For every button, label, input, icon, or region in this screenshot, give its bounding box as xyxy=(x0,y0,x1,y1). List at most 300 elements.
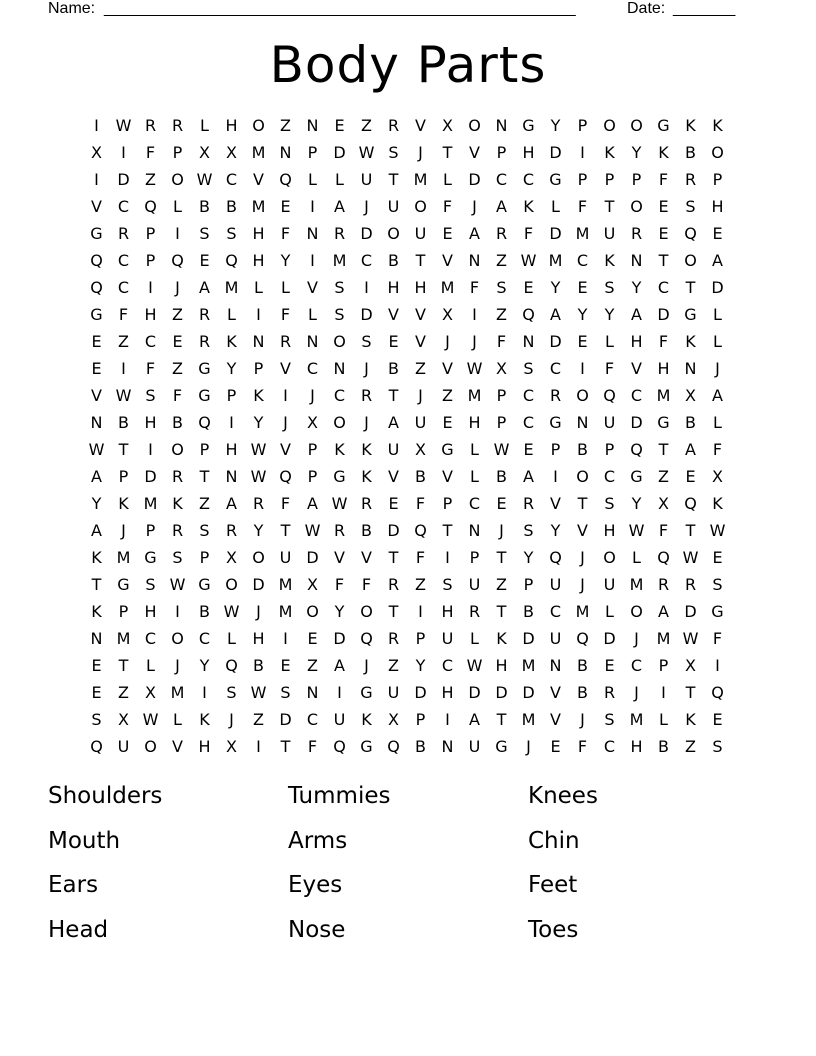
grid-letter: E xyxy=(199,251,210,270)
grid-letter: P xyxy=(199,440,210,459)
grid-letter: C xyxy=(549,602,562,621)
grid-letter: M xyxy=(548,251,563,270)
grid-letter: C xyxy=(198,629,211,648)
word-bank-item: Eyes xyxy=(288,872,343,898)
grid-letter: N xyxy=(90,629,103,648)
grid-letter: T xyxy=(496,548,507,567)
grid-letter: Y xyxy=(550,278,561,297)
grid-letter: H xyxy=(657,359,670,378)
grid-letter: A xyxy=(712,251,723,270)
grid-letter: T xyxy=(118,656,129,675)
grid-letter: V xyxy=(388,305,399,324)
grid-letter: C xyxy=(657,278,670,297)
grid-letter: O xyxy=(333,332,346,351)
grid-letter: Q xyxy=(360,629,373,648)
grid-letter: Q xyxy=(279,467,292,486)
grid-letter: D xyxy=(549,332,562,351)
grid-letter: F xyxy=(415,494,426,513)
grid-letter: O xyxy=(414,197,427,216)
grid-letter: Q xyxy=(684,224,697,243)
grid-letter: C xyxy=(117,197,130,216)
grid-letter: V xyxy=(91,197,102,216)
grid-letter: G xyxy=(549,170,562,189)
grid-letter: E xyxy=(550,737,561,756)
grid-letter: F xyxy=(577,197,588,216)
grid-letter: E xyxy=(91,683,102,702)
grid-letter: N xyxy=(279,143,292,162)
grid-letter: J xyxy=(310,386,315,405)
grid-letter: V xyxy=(307,278,318,297)
grid-letter: W xyxy=(223,602,240,621)
grid-letter: E xyxy=(91,359,102,378)
grid-letter: M xyxy=(116,548,131,567)
grid-letter: Z xyxy=(172,305,183,324)
grid-letter: U xyxy=(603,575,616,594)
grid-letter: B xyxy=(172,413,183,432)
grid-letter: S xyxy=(226,683,237,702)
grid-letter: R xyxy=(657,575,670,594)
grid-row xyxy=(83,112,731,139)
grid-letter: A xyxy=(469,710,480,729)
grid-letter: W xyxy=(682,629,699,648)
grid-letter: C xyxy=(144,332,157,351)
grid-row xyxy=(83,463,731,490)
grid-letter: E xyxy=(658,224,669,243)
grid-letter: I xyxy=(175,224,180,243)
grid-letter: T xyxy=(685,683,696,702)
grid-row xyxy=(83,625,731,652)
grid-letter: F xyxy=(442,197,453,216)
grid-letter: R xyxy=(684,575,697,594)
grid-letter: I xyxy=(283,629,288,648)
grid-letter: I xyxy=(148,440,153,459)
grid-letter: V xyxy=(469,143,480,162)
grid-letter: G xyxy=(711,602,724,621)
grid-letter: G xyxy=(90,305,103,324)
grid-letter: C xyxy=(144,629,157,648)
grid-letter: S xyxy=(199,521,210,540)
grid-letter: H xyxy=(522,143,535,162)
grid-letter: H xyxy=(252,224,265,243)
grid-letter: L xyxy=(335,170,344,189)
grid-letter: O xyxy=(576,386,589,405)
grid-letter: S xyxy=(280,683,291,702)
grid-letter: L xyxy=(605,332,614,351)
grid-letter: I xyxy=(283,386,288,405)
grid-letter: I xyxy=(94,116,99,135)
grid-letter: F xyxy=(361,575,372,594)
grid-letter: N xyxy=(549,656,562,675)
grid-letter: R xyxy=(333,521,346,540)
word-bank-item: Head xyxy=(48,916,109,943)
grid-letter: A xyxy=(334,656,345,675)
grid-letter: X xyxy=(226,143,237,162)
grid-letter: B xyxy=(577,440,588,459)
grid-letter: U xyxy=(603,413,616,432)
grid-letter: X xyxy=(712,467,723,486)
grid-letter: D xyxy=(549,224,562,243)
grid-letter: B xyxy=(685,143,696,162)
grid-letter: N xyxy=(630,251,643,270)
grid-letter: E xyxy=(442,224,453,243)
grid-letter: A xyxy=(685,440,696,459)
grid-letter: X xyxy=(91,143,102,162)
grid-letter: A xyxy=(334,197,345,216)
word-bank-item: Knees xyxy=(528,783,598,809)
grid-letter: R xyxy=(495,224,508,243)
grid-letter: E xyxy=(685,467,696,486)
grid-letter: Q xyxy=(90,251,103,270)
grid-letter: R xyxy=(225,521,238,540)
grid-letter: E xyxy=(577,278,588,297)
grid-letter: S xyxy=(604,278,615,297)
grid-letter: Q xyxy=(576,629,589,648)
grid-letter: N xyxy=(468,521,481,540)
grid-letter: S xyxy=(496,278,507,297)
grid-letter: D xyxy=(252,575,265,594)
grid-letter: N xyxy=(225,467,238,486)
date-field[interactable]: _______ xyxy=(673,0,736,17)
grid-letter: G xyxy=(333,467,346,486)
grid-letter: V xyxy=(577,521,588,540)
grid-letter: E xyxy=(712,224,723,243)
grid-letter: T xyxy=(496,710,507,729)
grid-letter: Z xyxy=(496,575,507,594)
grid-letter: O xyxy=(603,548,616,567)
grid-row xyxy=(83,328,731,355)
grid-letter: I xyxy=(364,278,369,297)
grid-letter: W xyxy=(466,359,483,378)
grid-letter: F xyxy=(658,332,669,351)
word-bank xyxy=(48,778,768,956)
grid-letter: D xyxy=(414,683,427,702)
grid-letter: U xyxy=(387,197,400,216)
grid-letter: B xyxy=(685,413,696,432)
grid-letter: I xyxy=(202,683,207,702)
grid-letter: N xyxy=(684,359,697,378)
grid-letter: W xyxy=(250,683,267,702)
grid-row xyxy=(83,571,731,598)
grid-letter: K xyxy=(334,440,345,459)
grid-letter: J xyxy=(418,386,423,405)
grid-letter: H xyxy=(387,278,400,297)
grid-letter: P xyxy=(577,116,588,135)
grid-letter: B xyxy=(199,602,210,621)
grid-letter: K xyxy=(712,116,723,135)
grid-letter: F xyxy=(658,521,669,540)
grid-letter: L xyxy=(146,656,155,675)
grid-letter: E xyxy=(658,197,669,216)
grid-letter: X xyxy=(118,710,129,729)
grid-letter: B xyxy=(577,683,588,702)
grid-letter: E xyxy=(577,332,588,351)
grid-letter: X xyxy=(145,683,156,702)
grid-letter: K xyxy=(685,116,696,135)
grid-letter: X xyxy=(442,116,453,135)
grid-letter: U xyxy=(441,629,454,648)
grid-letter: C xyxy=(522,386,535,405)
grid-letter: C xyxy=(495,170,508,189)
grid-letter: Y xyxy=(523,548,534,567)
grid-letter: I xyxy=(580,143,585,162)
grid-letter: G xyxy=(630,467,643,486)
grid-letter: H xyxy=(441,602,454,621)
grid-letter: R xyxy=(387,116,400,135)
grid-letter: S xyxy=(523,521,534,540)
grid-letter: L xyxy=(470,467,479,486)
grid-letter: R xyxy=(144,116,157,135)
grid-letter: Z xyxy=(685,737,696,756)
grid-letter: V xyxy=(334,548,345,567)
grid-letter: I xyxy=(445,548,450,567)
grid-letter: V xyxy=(442,359,453,378)
grid-letter: U xyxy=(549,575,562,594)
grid-letter: I xyxy=(418,602,423,621)
grid-letter: P xyxy=(658,656,669,675)
grid-letter: H xyxy=(468,413,481,432)
grid-letter: V xyxy=(442,251,453,270)
grid-letter: F xyxy=(712,440,723,459)
grid-letter: Y xyxy=(631,143,642,162)
grid-letter: E xyxy=(523,278,534,297)
grid-letter: F xyxy=(334,575,345,594)
grid-letter: Q xyxy=(549,548,562,567)
grid-letter: S xyxy=(604,494,615,513)
grid-letter: Z xyxy=(658,467,669,486)
grid-letter: G xyxy=(549,413,562,432)
grid-letter: T xyxy=(388,386,399,405)
grid-letter: C xyxy=(117,278,130,297)
grid-letter: D xyxy=(684,602,697,621)
grid-letter: G xyxy=(90,224,103,243)
grid-letter: F xyxy=(658,170,669,189)
grid-letter: S xyxy=(712,575,723,594)
grid-letter: I xyxy=(121,359,126,378)
grid-letter: Y xyxy=(604,305,615,324)
date-label: Date: xyxy=(627,0,666,17)
grid-letter: I xyxy=(229,413,234,432)
grid-letter: W xyxy=(115,386,132,405)
grid-letter: W xyxy=(493,440,510,459)
grid-letter: M xyxy=(251,143,266,162)
grid-letter: B xyxy=(361,521,372,540)
grid-letter: X xyxy=(415,440,426,459)
grid-letter: V xyxy=(361,548,372,567)
grid-letter: U xyxy=(468,737,481,756)
grid-letter: Q xyxy=(171,251,184,270)
grid-letter: H xyxy=(630,332,643,351)
grid-letter: L xyxy=(632,548,641,567)
grid-letter: N xyxy=(441,737,454,756)
grid-letter: W xyxy=(682,548,699,567)
grid-letter: T xyxy=(685,521,696,540)
grid-letter: J xyxy=(283,413,288,432)
grid-letter: C xyxy=(306,710,319,729)
word-bank-item: Nose xyxy=(288,916,346,943)
word-bank-item: Toes xyxy=(528,916,579,943)
grid-letter: O xyxy=(630,116,643,135)
grid-letter: D xyxy=(333,629,346,648)
grid-letter: K xyxy=(361,440,372,459)
grid-letter: M xyxy=(521,656,536,675)
word-bank-item: Tummies xyxy=(288,783,391,809)
grid-letter: G xyxy=(198,386,211,405)
grid-letter: U xyxy=(117,737,130,756)
grid-letter: B xyxy=(199,197,210,216)
grid-letter: F xyxy=(415,548,426,567)
grid-letter: S xyxy=(442,575,453,594)
grid-letter: V xyxy=(280,440,291,459)
grid-letter: C xyxy=(603,737,616,756)
grid-letter: O xyxy=(576,467,589,486)
name-label: Name: xyxy=(48,0,96,17)
grid-letter: A xyxy=(199,278,210,297)
grid-letter: R xyxy=(630,224,643,243)
grid-letter: S xyxy=(91,710,102,729)
grid-letter: J xyxy=(499,521,504,540)
grid-letter: R xyxy=(171,521,184,540)
grid-letter: Y xyxy=(577,305,588,324)
grid-letter: K xyxy=(658,143,669,162)
grid-letter: O xyxy=(468,116,481,135)
grid-row xyxy=(83,598,731,625)
grid-letter: P xyxy=(118,467,129,486)
grid-letter: N xyxy=(306,116,319,135)
grid-letter: T xyxy=(199,467,210,486)
grid-letter: C xyxy=(360,251,373,270)
grid-letter: V xyxy=(631,359,642,378)
grid-letter: Q xyxy=(657,548,670,567)
grid-letter: G xyxy=(684,305,697,324)
name-field[interactable]: _____________________________________________________ xyxy=(104,0,576,17)
grid-letter: A xyxy=(658,602,669,621)
grid-letter: H xyxy=(198,737,211,756)
grid-letter: I xyxy=(310,197,315,216)
grid-letter: L xyxy=(659,710,668,729)
grid-letter: B xyxy=(658,737,669,756)
grid-row xyxy=(83,166,731,193)
grid-letter: R xyxy=(603,683,616,702)
grid-letter: I xyxy=(580,359,585,378)
grid-letter: V xyxy=(415,116,426,135)
grid-letter: B xyxy=(415,737,426,756)
grid-letter: M xyxy=(440,278,455,297)
grid-letter: Q xyxy=(387,737,400,756)
grid-letter: A xyxy=(91,467,102,486)
grid-letter: X xyxy=(307,575,318,594)
grid-letter: Q xyxy=(630,440,643,459)
grid-letter: Z xyxy=(118,332,129,351)
grid-letter: Q xyxy=(333,737,346,756)
grid-letter: O xyxy=(603,116,616,135)
grid-letter: N xyxy=(522,332,535,351)
grid-letter: D xyxy=(117,170,130,189)
grid-letter: F xyxy=(145,143,156,162)
grid-letter: Y xyxy=(550,116,561,135)
grid-letter: N xyxy=(306,224,319,243)
grid-letter: J xyxy=(175,656,180,675)
grid-letter: U xyxy=(603,224,616,243)
grid-letter: U xyxy=(549,629,562,648)
grid-letter: A xyxy=(388,413,399,432)
grid-letter: C xyxy=(549,359,562,378)
grid-letter: E xyxy=(388,494,399,513)
grid-letter: K xyxy=(685,332,696,351)
grid-letter: R xyxy=(387,629,400,648)
grid-letter: Z xyxy=(442,386,453,405)
grid-letter: V xyxy=(415,332,426,351)
grid-letter: N xyxy=(495,116,508,135)
grid-letter: C xyxy=(630,386,643,405)
grid-letter: Y xyxy=(253,413,264,432)
grid-letter: P xyxy=(307,467,318,486)
grid-letter: M xyxy=(224,278,239,297)
grid-letter: T xyxy=(388,548,399,567)
grid-letter: S xyxy=(145,386,156,405)
grid-letter: A xyxy=(496,197,507,216)
grid-letter: E xyxy=(91,656,102,675)
grid-row xyxy=(83,220,731,247)
grid-row xyxy=(83,517,731,544)
grid-letter: Q xyxy=(522,305,535,324)
page-title: Body Parts xyxy=(269,36,547,94)
grid-letter: D xyxy=(387,521,400,540)
grid-letter: M xyxy=(629,575,644,594)
grid-letter: P xyxy=(577,170,588,189)
grid-letter: G xyxy=(144,548,157,567)
grid-letter: Q xyxy=(90,737,103,756)
grid-letter: Q xyxy=(90,278,103,297)
grid-letter: C xyxy=(603,467,616,486)
grid-letter: J xyxy=(175,278,180,297)
grid-letter: I xyxy=(256,737,261,756)
grid-letter: E xyxy=(442,413,453,432)
grid-letter: I xyxy=(94,170,99,189)
grid-letter: L xyxy=(173,197,182,216)
grid-letter: G xyxy=(360,683,373,702)
grid-letter: A xyxy=(523,467,534,486)
grid-letter: H xyxy=(144,305,157,324)
grid-letter: E xyxy=(388,332,399,351)
grid-letter: K xyxy=(361,710,372,729)
grid-letter: K xyxy=(496,629,507,648)
grid-letter: K xyxy=(253,386,264,405)
grid-letter: M xyxy=(116,629,131,648)
grid-letter: M xyxy=(413,170,428,189)
grid-letter: O xyxy=(630,197,643,216)
grid-letter: H xyxy=(144,602,157,621)
grid-letter: V xyxy=(253,170,264,189)
grid-letter: L xyxy=(227,305,236,324)
grid-letter: K xyxy=(712,494,723,513)
grid-row xyxy=(83,355,731,382)
grid-letter: K xyxy=(91,548,102,567)
grid-letter: F xyxy=(280,305,291,324)
grid-letter: Y xyxy=(199,656,210,675)
grid-letter: L xyxy=(713,332,722,351)
grid-letter: T xyxy=(118,440,129,459)
grid-letter: F xyxy=(604,359,615,378)
grid-letter: L xyxy=(227,629,236,648)
grid-letter: W xyxy=(142,710,159,729)
grid-letter: C xyxy=(576,251,589,270)
grid-letter: S xyxy=(334,278,345,297)
grid-letter: P xyxy=(172,143,183,162)
grid-letter: J xyxy=(580,575,585,594)
grid-letter: O xyxy=(171,440,184,459)
grid-letter: H xyxy=(144,413,157,432)
grid-letter: B xyxy=(388,251,399,270)
